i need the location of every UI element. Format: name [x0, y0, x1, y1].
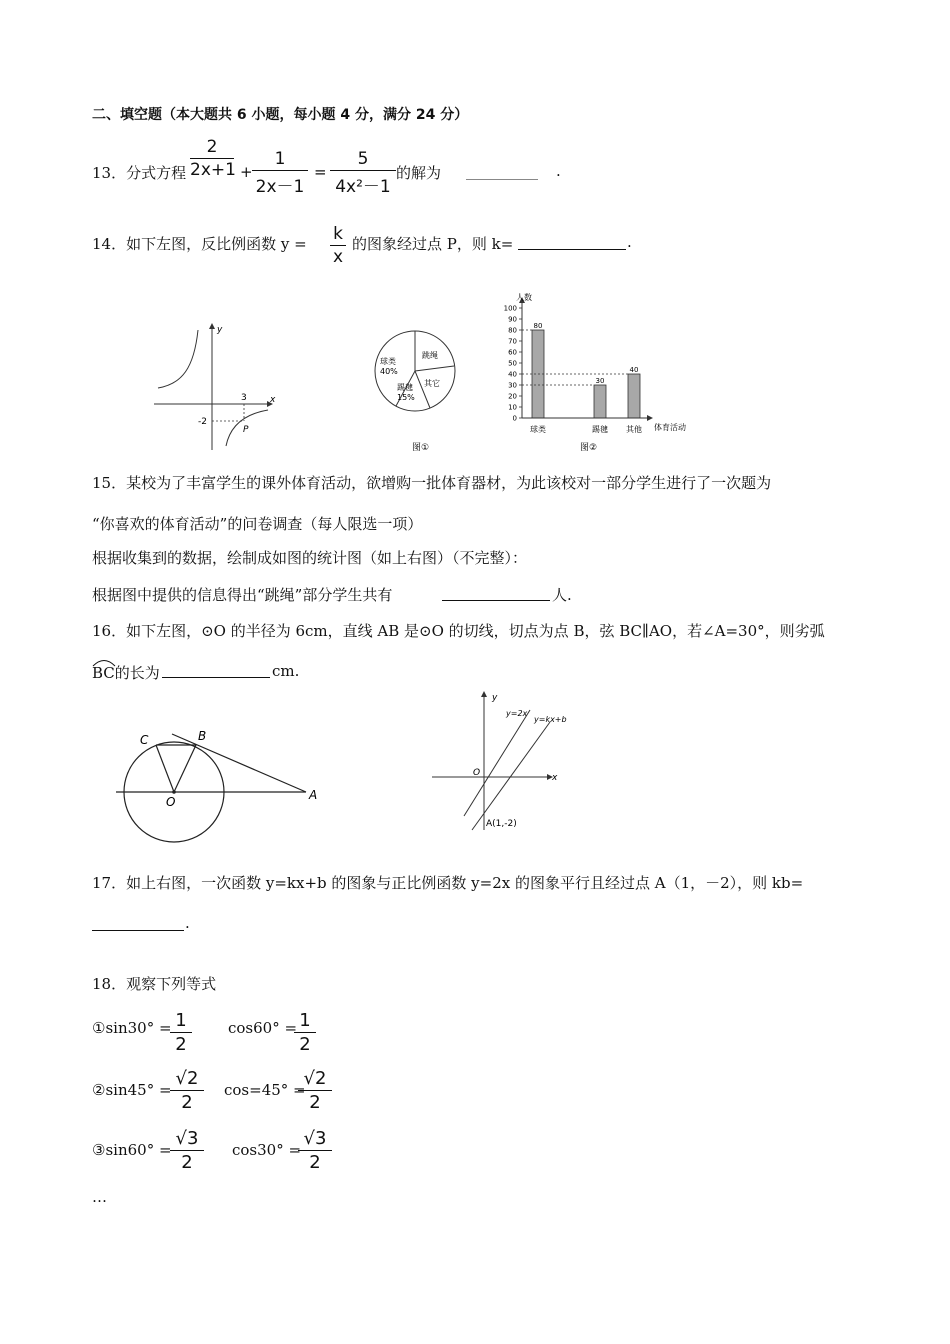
pie-figure	[370, 328, 470, 456]
hyperbola-three-label: 3	[241, 393, 247, 403]
lines-x-label: x	[552, 773, 558, 783]
q15-line4: 根据图中提供的信息得出“跳绳”部分学生共有	[92, 586, 393, 604]
bar-y-tick-label: 100	[503, 304, 517, 313]
q18-row1-a-den: 2	[175, 1034, 187, 1055]
hyperbola-x-label: x	[270, 395, 276, 405]
q16-answer-blank[interactable]	[162, 677, 270, 678]
bar-caption: 图②	[580, 443, 598, 453]
q18-row3-b-den: 2	[309, 1152, 321, 1173]
q14-answer-blank[interactable]	[518, 249, 626, 250]
lines-point-label: A(1,-2)	[486, 819, 517, 829]
q13-f3-num: 5	[357, 149, 369, 169]
q13-f2-den: 2x－1	[255, 177, 305, 197]
hyperbola-p-label: P	[243, 425, 249, 435]
q18-row3-a-den: 2	[181, 1152, 193, 1173]
q18-row1-a-num: 1	[175, 1010, 187, 1031]
q18-ellipsis: …	[92, 1188, 107, 1206]
q18-row1-b-num: 1	[299, 1010, 311, 1031]
lines-y-label: y	[492, 693, 498, 703]
circle-c-label: C	[140, 733, 149, 747]
circle-b-label: B	[198, 729, 207, 743]
q18-row2-a: ②sin45° =	[92, 1081, 172, 1099]
q15-line2: “你喜欢的体育活动”的问卷调查（每人限选一项）	[92, 515, 423, 533]
q13-f1-num: 2	[206, 137, 218, 157]
q17-end: .	[185, 914, 190, 932]
q13-f1-den: 2x+1	[190, 160, 236, 180]
bar-y-tick-label: 90	[508, 315, 517, 324]
pie-label-other: 其它	[424, 379, 440, 388]
q17-answer-blank[interactable]	[92, 930, 184, 931]
lines-l2-label: y=kx+b	[534, 715, 567, 724]
q13-fraction-3	[330, 149, 396, 197]
bar-y-tick-label: 70	[508, 337, 517, 346]
bar-chart	[480, 290, 710, 458]
bar-y-tick-label: 40	[508, 370, 517, 379]
q18-row2-b-num: √2	[303, 1068, 327, 1089]
bar-y-tick-label: 20	[508, 392, 517, 401]
q18-row2-b-frac	[298, 1068, 332, 1113]
circle-o-label: O	[166, 795, 176, 809]
q18-row1-b: cos60° =	[228, 1019, 298, 1037]
pie-pct-shuttle: 15%	[397, 393, 415, 402]
q14-end: .	[627, 233, 632, 251]
q18-row1-b-frac	[294, 1010, 316, 1055]
q18-row2-a-frac	[170, 1068, 204, 1113]
lines-figure	[430, 688, 580, 832]
bar-y-tick-label: 50	[508, 359, 517, 368]
q13-answer-blank[interactable]	[466, 179, 538, 180]
q16-line2-end: cm.	[272, 662, 300, 680]
q16-arc: BC	[92, 664, 115, 682]
bar-y-tick-label: 0	[512, 414, 517, 423]
q13-fraction-1	[190, 137, 234, 180]
q18-row3-a-frac	[170, 1128, 204, 1173]
hyperbola-y-label: y	[217, 325, 223, 335]
q18-row2-b: cos=45° =	[224, 1081, 306, 1099]
q18-row2-b-den: 2	[309, 1092, 321, 1113]
q13-end: .	[556, 162, 561, 180]
q18-row3-b: cos30° =	[232, 1141, 302, 1159]
q18-row3-a-num: √3	[175, 1128, 199, 1149]
q18-row1-b-den: 2	[299, 1034, 311, 1055]
lines-o-label: O	[473, 768, 481, 778]
section-heading: 二、填空题（本大题共 6 小题，每小题 4 分，满分 24 分）	[92, 107, 469, 123]
bar-y-tick-label: 80	[508, 326, 517, 335]
q16-line2: 的长为	[114, 664, 160, 682]
q15-line3: 根据收集到的数据，绘制成如图的统计图（如上右图）（不完整）：	[92, 549, 528, 567]
bar-ylabel: 人数	[516, 293, 532, 302]
bar-1	[594, 385, 606, 418]
q18-row3-b-num: √3	[303, 1128, 327, 1149]
q15-line1: 15．某校为了丰富学生的课外体育活动，欲增购一批体育器材，为此该校对一部分学生进行了一次题为	[92, 474, 772, 492]
q14-fraction	[330, 224, 346, 267]
q18-row2-a-den: 2	[181, 1092, 193, 1113]
bar-value-label: 80	[533, 322, 543, 330]
q18-title: 18．观察下列等式	[92, 975, 217, 993]
q17-line1: 17．如上右图，一次函数 y=kx+b 的图象与正比例函数 y=2x 的图象平行且经过点 A（1，－2），则 kb=	[92, 874, 804, 892]
q13-f2-num: 1	[274, 149, 286, 169]
q16-line1: 16．如下左图，⊙O 的半径为 6cm，直线 AB 是⊙O 的切线，切点为点 B，弦 BC∥AO，若∠A=30°，则劣弧	[92, 622, 825, 640]
q15-line4-end: 人.	[552, 586, 572, 604]
hyperbola-figure	[148, 318, 280, 452]
bar-value-label: 40	[629, 366, 639, 374]
q14-f-num: k	[333, 224, 343, 244]
q14-suffix: 的图象经过点 P，则 k=	[352, 235, 514, 253]
q18-row2-a-num: √2	[175, 1068, 199, 1089]
q18-row3-a: ③sin60° =	[92, 1141, 172, 1159]
q14-prefix: 14．如下左图，反比例函数 y =	[92, 235, 307, 253]
q13-f3-den: 4x²－1	[335, 177, 391, 197]
pie-pct-ball: 40%	[380, 367, 398, 376]
q18-row1-a-frac	[170, 1010, 192, 1055]
bar-category-label: 其他	[626, 425, 642, 434]
bar-xlabel: 体育活动	[654, 423, 686, 432]
pie-caption: 图①	[412, 443, 430, 453]
pie-label-rope: 跳绳	[422, 351, 438, 360]
q18-row3-b-frac	[298, 1128, 332, 1173]
q16-arc-label	[92, 662, 160, 683]
q15-answer-blank[interactable]	[442, 600, 550, 601]
q13-equals: =	[314, 163, 327, 181]
q18-row1-a: ①sin30° =	[92, 1019, 172, 1037]
pie-label-shuttle: 踢毽	[397, 383, 413, 392]
lines-l1-label: y=2x	[506, 709, 528, 718]
circle-figure	[116, 724, 330, 844]
q13-fraction-2	[252, 149, 308, 197]
q13-prefix: 13．分式方程	[92, 164, 187, 182]
q13-suffix: 的解为	[396, 164, 442, 182]
hyperbola-neg-two-label: -2	[198, 417, 207, 427]
bar-y-tick-label: 10	[508, 403, 517, 412]
q14-f-den: x	[332, 247, 344, 267]
circle-a-label: A	[309, 788, 318, 802]
bar-category-label: 踢毽	[592, 425, 608, 434]
bar-y-tick-label: 60	[508, 348, 517, 357]
bar-y-tick-label: 30	[508, 381, 517, 390]
arc-symbol-icon	[92, 657, 116, 667]
pie-label-ball: 球类	[380, 357, 396, 366]
bar-category-label: 球类	[530, 425, 546, 434]
bar-2	[628, 374, 640, 418]
q13-plus: +	[240, 163, 253, 181]
bar-value-label: 30	[595, 377, 605, 385]
